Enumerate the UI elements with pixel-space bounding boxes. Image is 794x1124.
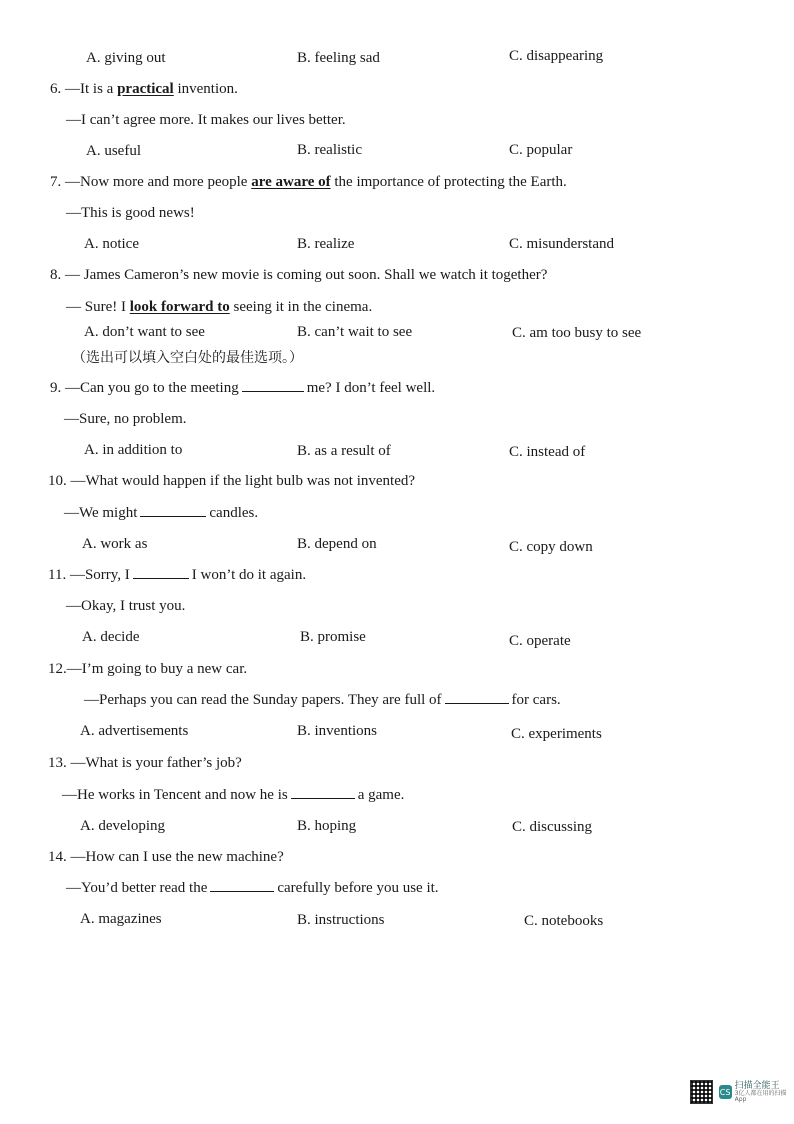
- q10-option-a: A. work as: [82, 536, 148, 552]
- q7-option-a: A. notice: [84, 236, 139, 252]
- q12-question: 12.—I’m going to buy a new car.: [48, 661, 248, 677]
- q7-option-b: B. realize: [297, 236, 355, 252]
- q6-question: 6. —It is a practical invention.: [50, 81, 238, 97]
- q13-option-a: A. developing: [80, 818, 165, 834]
- q14-question: 14. —How can I use the new machine?: [48, 849, 284, 865]
- q8-option-b: B. can’t wait to see: [297, 324, 413, 340]
- q13-option-b: B. hoping: [297, 818, 357, 834]
- q5-option-a: A. giving out: [86, 50, 166, 66]
- q10-option-c: C. copy down: [509, 539, 593, 555]
- q5-option-c: C. disappearing: [509, 48, 604, 64]
- q14-option-b: B. instructions: [297, 912, 385, 928]
- q10-reply: —We might candles.: [64, 505, 259, 521]
- q8-option-a: A. don’t want to see: [84, 324, 205, 340]
- qr-code-icon: [690, 1080, 713, 1104]
- q13-option-c: C. discussing: [512, 819, 593, 835]
- q11-option-a: A. decide: [82, 629, 140, 645]
- q8-option-c: C. am too busy to see: [512, 325, 642, 341]
- section-instruction: （选出可以填入空白处的最佳选项。）: [72, 350, 303, 366]
- q12-option-c: C. experiments: [511, 726, 602, 742]
- q14-reply: —You’d better read the carefully before you use it.: [66, 880, 439, 896]
- q12-option-a: A. advertisements: [80, 723, 189, 739]
- q8-reply: — Sure! I look forward to seeing it in the cinema.: [66, 299, 373, 315]
- q6-option-c: C. popular: [509, 142, 573, 158]
- q7-reply: —This is good news!: [66, 205, 195, 221]
- q7-keyword: are aware of: [251, 174, 331, 190]
- q9-option-b: B. as a result of: [297, 443, 391, 459]
- q6-option-a: A. useful: [86, 143, 141, 159]
- q6-keyword: practical: [117, 81, 174, 97]
- q11-option-b: B. promise: [300, 629, 366, 645]
- q9-option-c: C. instead of: [509, 444, 586, 460]
- q9-option-a: A. in addition to: [84, 442, 183, 458]
- q8-keyword: look forward to: [129, 299, 230, 315]
- q6-option-b: B. realistic: [297, 142, 362, 158]
- q7-question: 7. —Now more and more people are aware of the importance of protecting the Earth.: [50, 174, 567, 190]
- q13-question: 13. —What is your father’s job?: [48, 755, 242, 771]
- q9-reply: —Sure, no problem.: [64, 411, 187, 427]
- q10-option-b: B. depend on: [297, 536, 377, 552]
- q12-blank: [445, 702, 509, 704]
- q14-blank: [210, 890, 274, 892]
- q11-option-c: C. operate: [509, 633, 571, 649]
- scanner-watermark: [690, 1080, 794, 1104]
- q11-question: 11. —Sorry, I I won’t do it again.: [48, 567, 307, 583]
- q8-question: 8. — James Cameron’s new movie is coming out soon. Shall we watch it together?: [50, 267, 548, 283]
- q11-reply: —Okay, I trust you.: [66, 598, 186, 614]
- scanner-brand: 扫描全能王 3亿人都在用的扫描App: [734, 1080, 787, 1103]
- q12-reply: —Perhaps you can read the Sunday papers. They are full of for cars.: [84, 692, 561, 708]
- q14-option-c: C. notebooks: [524, 913, 604, 929]
- camscanner-logo-icon: CS: [719, 1085, 732, 1099]
- q14-option-a: A. magazines: [80, 911, 162, 927]
- q9-question: 9. —Can you go to the meeting me? I don’t feel well.: [50, 380, 436, 396]
- q6-reply: —I can’t agree more. It makes our lives better.: [66, 112, 346, 128]
- q13-reply: —He works in Tencent and now he is a game.: [62, 787, 405, 803]
- q5-option-b: B. feeling sad: [297, 50, 380, 66]
- q10-blank: [140, 515, 206, 517]
- q13-blank: [291, 797, 355, 799]
- q10-question: 10. —What would happen if the light bulb was not invented?: [48, 473, 416, 489]
- q7-option-c: C. misunderstand: [509, 236, 614, 252]
- q9-blank: [242, 390, 304, 392]
- q12-option-b: B. inventions: [297, 723, 378, 739]
- q11-blank: [133, 577, 189, 579]
